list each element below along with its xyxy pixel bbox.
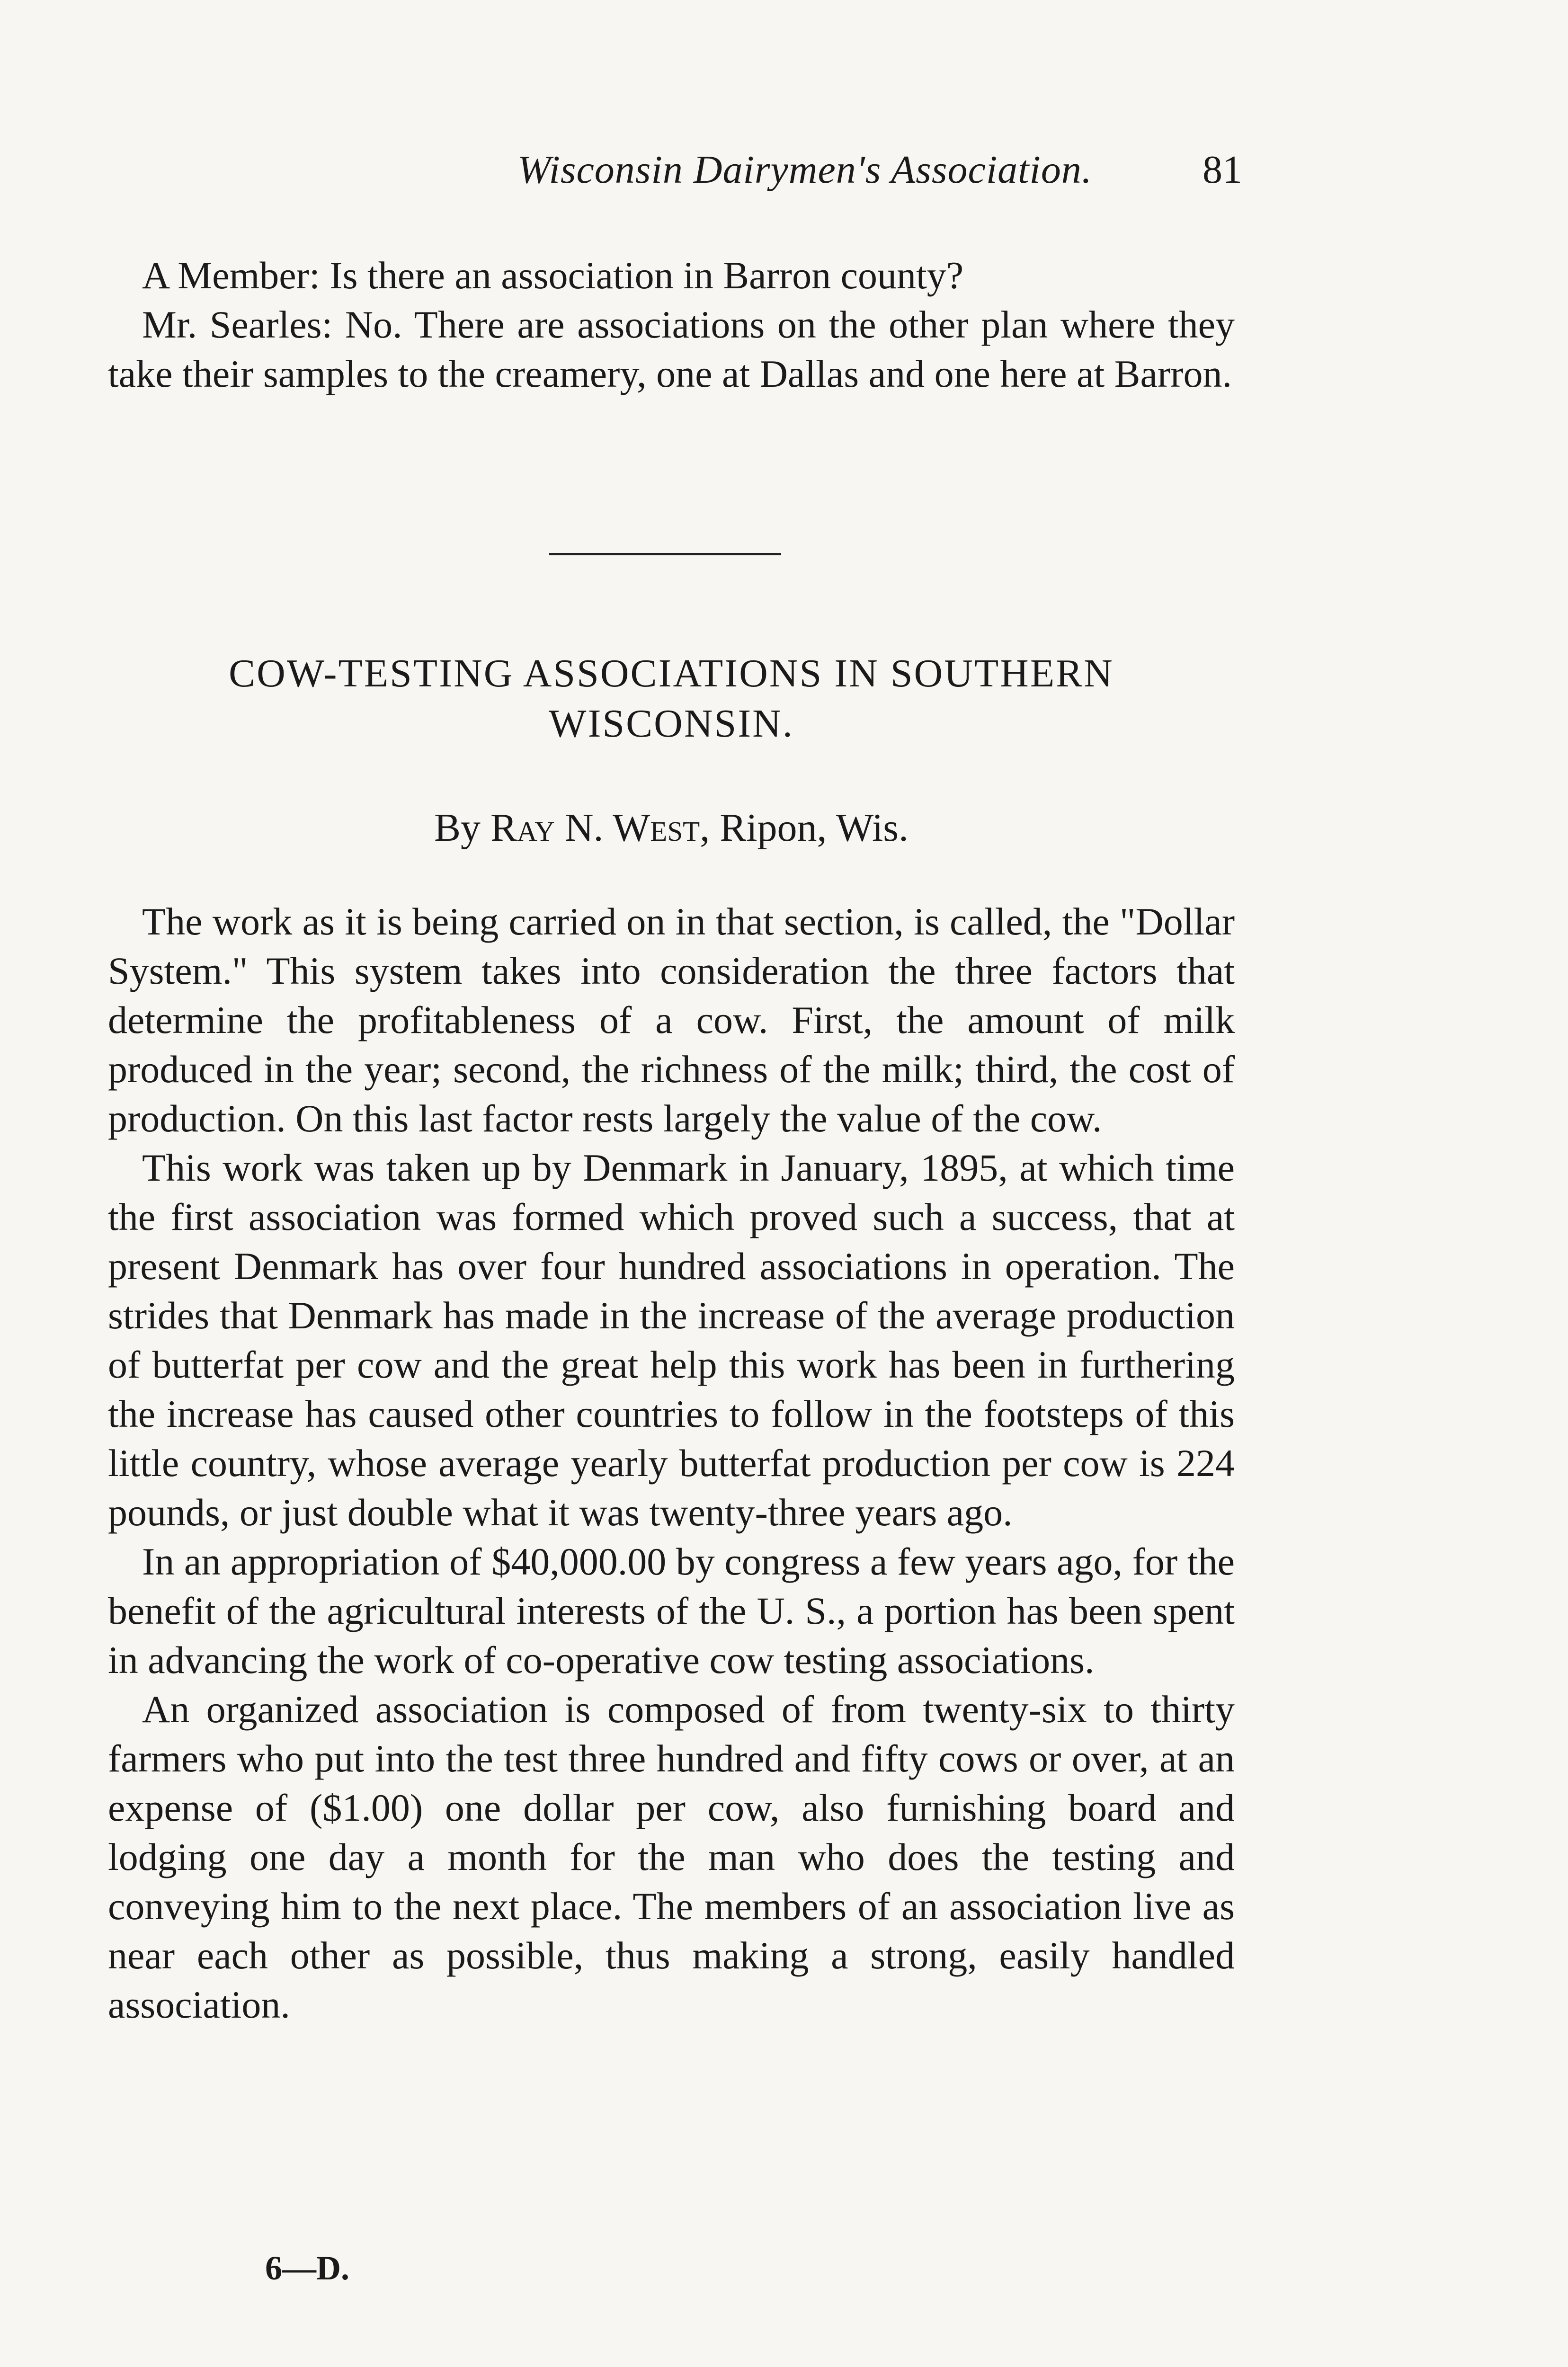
byline: [108, 805, 1235, 851]
byline-author: Ray N. West: [490, 806, 700, 850]
running-title: Wisconsin Dairymen's Association.: [517, 148, 1092, 192]
body-paragraph: This work was taken up by Denmark in January, 1895, at which time the first association was formed which proved such a success, that at present Denmark has over four hundred associations in operation. The strides that Denmark has made in the increase of the average production of butterfat per cow and the great help this work has been in furthering the increase has caused other countries to follow in the footsteps of this little country, whose average yearly butterfat production per cow is 224 pounds, or just double what it was twenty-three years ago.: [108, 1146, 1235, 1534]
byline-prefix: By: [434, 806, 481, 850]
body-paragraph: The work as it is being carried on in that section, is called, the "Dollar System." This system takes into consideration the three factors that determine the profitableness of a cow. First, the amount of milk produced in the year; second, the richness of the milk; third, the cost of production. On this last factor rests largely the value of the cow.: [108, 900, 1235, 1140]
section-divider: [549, 553, 781, 555]
body-paragraph: An organized association is composed of from twenty-six to thirty farmers who put into the test three hundred and fifty cows or over, at an expense of ($1.00) one dollar per cow, also furnishing board and lodging one day a month for the man who does the testing and conveying him to the next place. The members of an association live as near each other as possible, thus making a strong, easily handled association.: [108, 1688, 1235, 2026]
byline-location: , Ripon, Wis.: [700, 806, 909, 850]
intro-section: [108, 251, 1235, 399]
intro-paragraph: A Member: Is there an association in Barron county?: [142, 254, 964, 297]
intro-paragraph: Mr. Searles: No. There are associations on the other plan where they take their samples to the creamery, one at Dallas and one here at Barron.: [108, 303, 1235, 395]
signature-mark: 6—D.: [265, 2249, 349, 2287]
article-title: COW-TESTING ASSOCIATIONS IN SOUTHERN WISCONSIN.: [229, 651, 1114, 746]
body-paragraph: In an appropriation of $40,000.00 by congress a few years ago, for the benefit of the agricultural interests of the U. S., a portion has been spent in advancing the work of co-operative cow testing associations.: [108, 1540, 1235, 1682]
article-body: [108, 897, 1235, 2029]
page-number: 81: [1203, 148, 1242, 192]
